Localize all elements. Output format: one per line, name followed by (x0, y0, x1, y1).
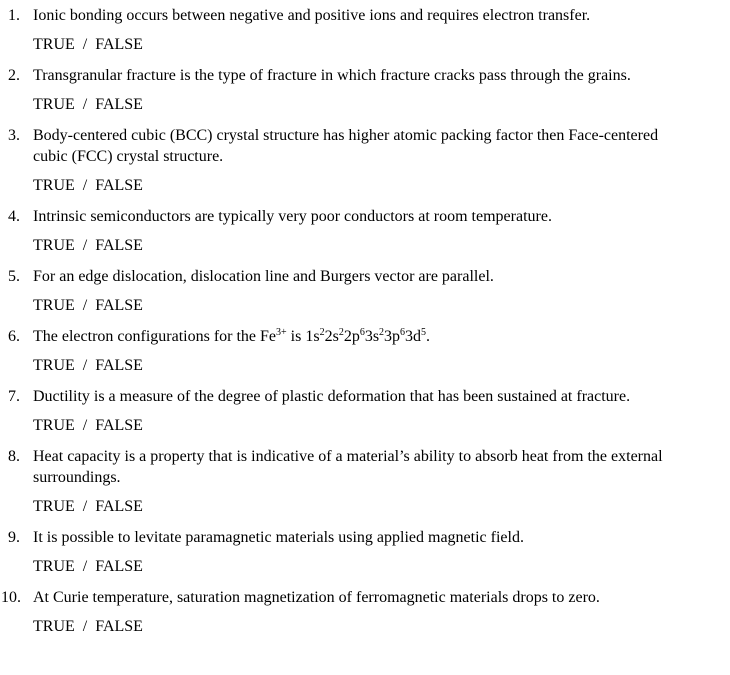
true-option[interactable]: TRUE (33, 357, 75, 374)
answer-options (33, 496, 730, 517)
false-option[interactable]: FALSE (95, 237, 143, 254)
question-text: Intrinsic semiconductors are typically very poor conductors at room temperature. (33, 208, 552, 225)
orbital: 2s (324, 328, 339, 345)
question-number: 10. (1, 589, 21, 606)
question-text: Ductility is a measure of the degree of plastic deformation that has been sustained at fracture. (33, 388, 631, 405)
false-option[interactable]: FALSE (95, 297, 143, 314)
orbital: 3d (405, 328, 422, 345)
separator: / (82, 558, 88, 575)
false-option[interactable]: FALSE (95, 36, 143, 53)
text-segment: is 1s (286, 328, 320, 345)
question-3 (0, 125, 730, 196)
true-option[interactable]: TRUE (33, 297, 75, 314)
separator: / (82, 36, 88, 53)
false-option[interactable]: FALSE (95, 618, 143, 635)
question-number: 2. (8, 67, 20, 84)
false-option[interactable]: FALSE (95, 417, 143, 434)
separator: / (82, 417, 88, 434)
question-number: 1. (8, 7, 20, 24)
orbital: 3p (384, 328, 401, 345)
true-option[interactable]: TRUE (33, 558, 75, 575)
answer-options (33, 175, 730, 196)
separator: / (82, 618, 88, 635)
question-text: It is possible to levitate paramagnetic materials using applied magnetic field. (33, 529, 524, 546)
false-option[interactable]: FALSE (95, 558, 143, 575)
answer-options (33, 295, 730, 316)
question-5 (0, 266, 730, 316)
electron-count: 2 (338, 327, 344, 338)
true-option[interactable]: TRUE (33, 36, 75, 53)
separator: / (82, 96, 88, 113)
question-text: Heat capacity is a property that is indicative of a material’s ability to absorb heat from the external surroundings. (33, 448, 663, 486)
answer-options (33, 415, 730, 436)
question-7 (0, 386, 730, 436)
question-number: 4. (8, 208, 20, 225)
question-8 (0, 446, 730, 517)
question-text (33, 326, 683, 347)
question-number: 8. (8, 448, 20, 465)
ion-charge: 3+ (276, 327, 287, 338)
question-2 (0, 65, 730, 115)
question-text: Transgranular fracture is the type of fracture in which fracture cracks pass through the grains. (33, 67, 631, 84)
separator: / (82, 177, 88, 194)
separator: / (82, 237, 88, 254)
true-option[interactable]: TRUE (33, 237, 75, 254)
orbital: 2p (343, 328, 360, 345)
question-text: Body-centered cubic (BCC) crystal structure has higher atomic packing factor then Face-centered cubic (FCC) crystal structure. (33, 127, 659, 165)
true-option[interactable]: TRUE (33, 498, 75, 515)
question-number: 7. (8, 388, 20, 405)
question-text: At Curie temperature, saturation magnetization of ferromagnetic materials drops to zero. (33, 589, 600, 606)
question-text: Ionic bonding occurs between negative and positive ions and requires electron transfer. (33, 7, 591, 24)
orbital: 3s (364, 328, 380, 345)
electron-count: 6 (400, 327, 406, 338)
answer-options (33, 34, 730, 55)
question-1 (0, 5, 730, 55)
answer-options (33, 556, 730, 577)
electron-count: 6 (359, 327, 365, 338)
question-text: For an edge dislocation, dislocation line and Burgers vector are parallel. (33, 268, 494, 285)
false-option[interactable]: FALSE (95, 498, 143, 515)
text-segment: . (426, 328, 431, 345)
answer-options (33, 355, 730, 376)
electron-count: 2 (319, 327, 325, 338)
separator: / (82, 357, 88, 374)
separator: / (82, 498, 88, 515)
question-4 (0, 206, 730, 256)
text-segment: The electron configurations for the Fe (33, 328, 277, 345)
question-number: 9. (8, 529, 20, 546)
question-number: 6. (8, 328, 20, 345)
false-option[interactable]: FALSE (95, 357, 143, 374)
electron-count: 5 (421, 327, 427, 338)
separator: / (82, 297, 88, 314)
true-option[interactable]: TRUE (33, 417, 75, 434)
answer-options (33, 94, 730, 115)
true-option[interactable]: TRUE (33, 618, 75, 635)
false-option[interactable]: FALSE (95, 177, 143, 194)
true-option[interactable]: TRUE (33, 177, 75, 194)
answer-options (33, 616, 730, 637)
question-9 (0, 527, 730, 577)
question-number: 3. (8, 127, 20, 144)
question-10 (0, 587, 730, 637)
question-6 (0, 326, 730, 376)
true-option[interactable]: TRUE (33, 96, 75, 113)
false-option[interactable]: FALSE (95, 96, 143, 113)
answer-options (33, 235, 730, 256)
electron-count: 2 (379, 327, 385, 338)
question-number: 5. (8, 268, 20, 285)
